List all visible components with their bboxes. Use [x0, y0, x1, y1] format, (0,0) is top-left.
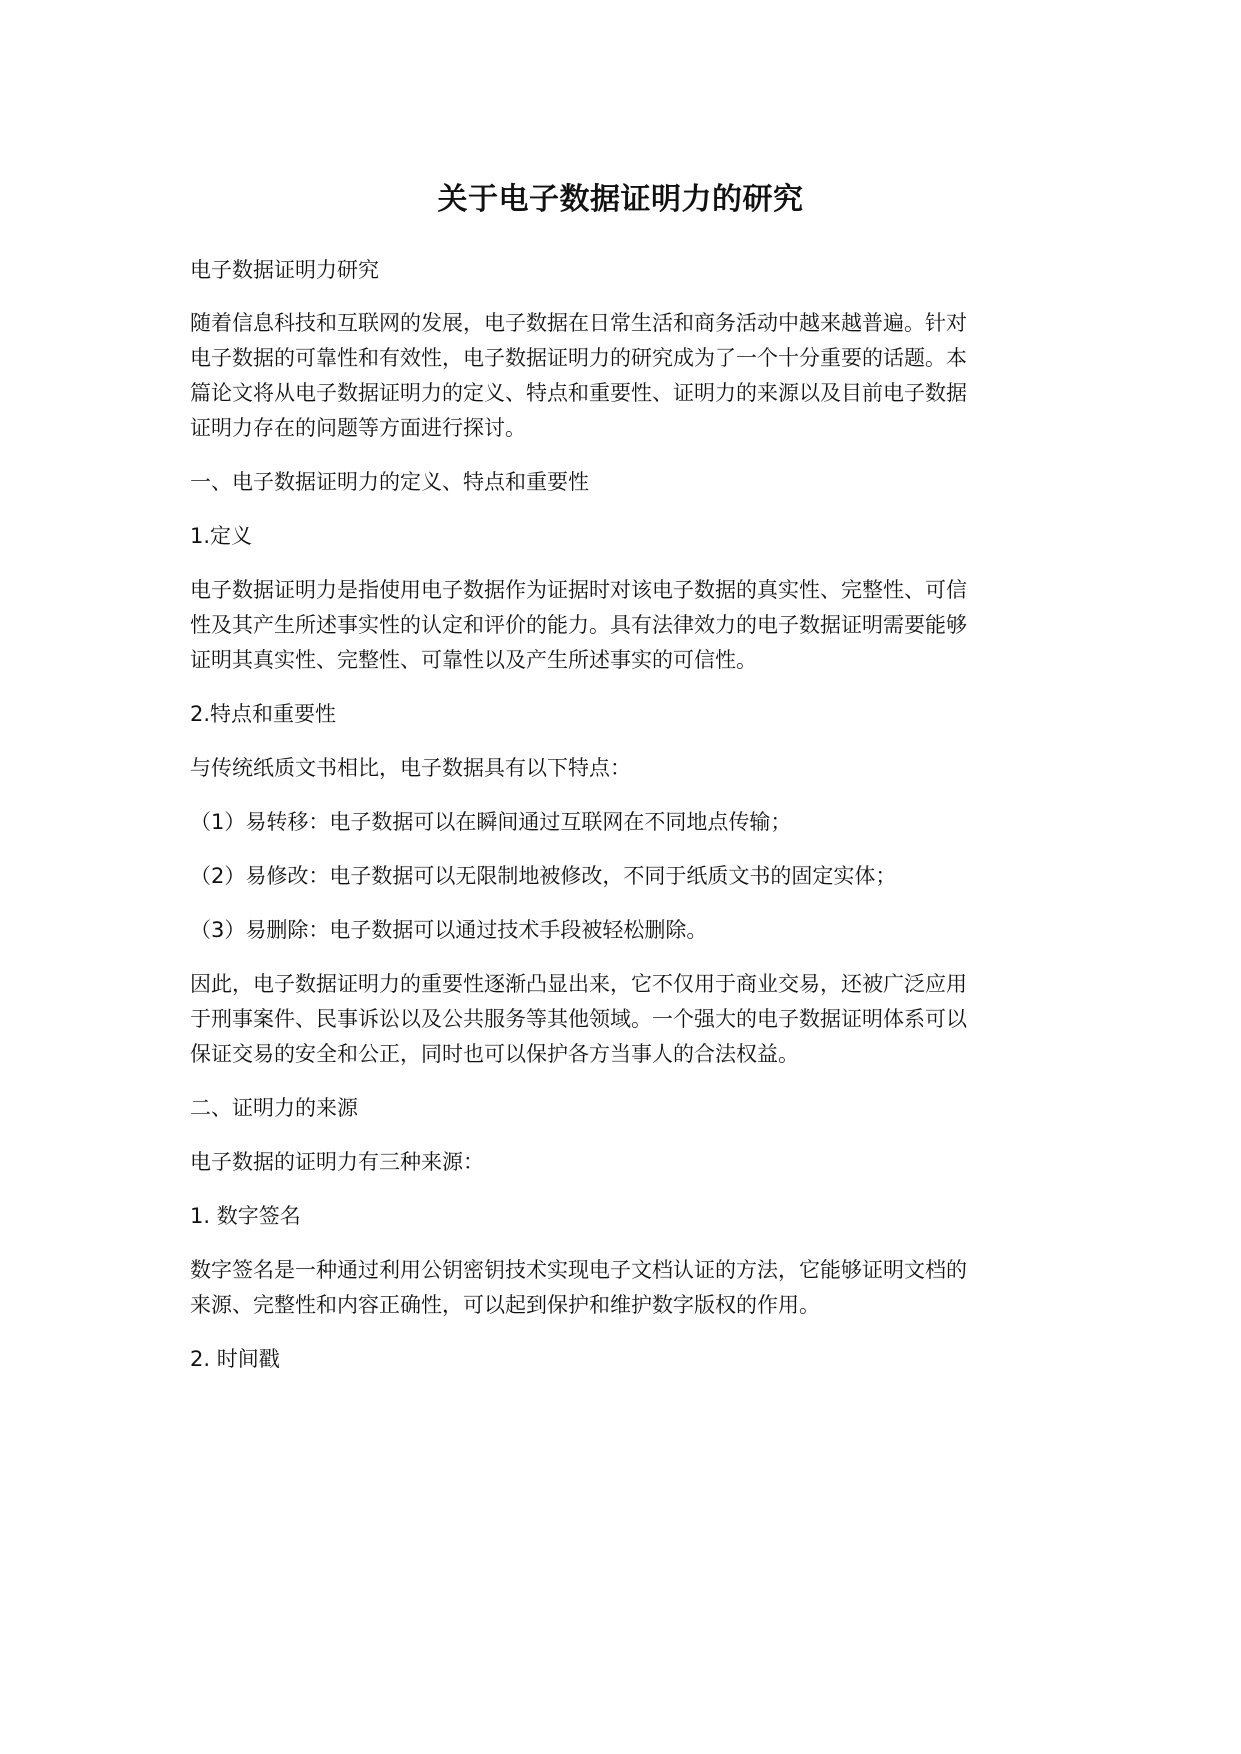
- definition-line-1: 电子数据证明力是指使用电子数据作为证据时对该电子数据的真实性、完整性、可信: [190, 578, 967, 602]
- feature-item: （3）易删除：电子数据可以通过技术手段被轻松删除。: [190, 918, 708, 942]
- definition-heading: 1.定义: [190, 524, 253, 548]
- feature-item: （2）易修改：电子数据可以无限制地被修改，不同于纸质文书的固定实体；: [190, 864, 897, 888]
- intro-line-2: 电子数据的可靠性和有效性，电子数据证明力的研究成为了一个十分重要的话题。本: [190, 346, 967, 370]
- page-title: 关于电子数据证明力的研究: [437, 182, 804, 217]
- importance-line-3: 保证交易的安全和公正，同时也可以保护各方当事人的合法权益。: [190, 1042, 799, 1066]
- digital-signature-line-1: 数字签名是一种通过利用公钥密钥技术实现电子文档认证的方法，它能够证明文档的: [190, 1258, 967, 1282]
- definition-line-2: 性及其产生所述事实性的认定和评价的能力。具有法律效力的电子数据证明需要能够: [190, 613, 967, 637]
- feature-item: （1）易转移：电子数据可以在瞬间通过互联网在不同地点传输；: [190, 810, 792, 834]
- sources-intro: 电子数据的证明力有三种来源：: [190, 1150, 484, 1174]
- definition-line-3: 证明其真实性、完整性、可靠性以及产生所述事实的可信性。: [190, 648, 757, 672]
- section-1-heading: 一、电子数据证明力的定义、特点和重要性: [190, 470, 589, 494]
- intro-line-1: 随着信息科技和互联网的发展，电子数据在日常生活和商务活动中越来越普遍。针对: [190, 311, 967, 335]
- digital-signature-line-2: 来源、完整性和内容正确性，可以起到保护和维护数字版权的作用。: [190, 1293, 820, 1317]
- intro-line-4: 证明力存在的问题等方面进行探讨。: [190, 416, 526, 440]
- subtitle: 电子数据证明力研究: [190, 258, 379, 282]
- features-intro: 与传统纸质文书相比，电子数据具有以下特点：: [190, 756, 631, 780]
- importance-line-2: 于刑事案件、民事诉讼以及公共服务等其他领域。一个强大的电子数据证明体系可以: [190, 1007, 967, 1031]
- intro-line-3: 篇论文将从电子数据证明力的定义、特点和重要性、证明力的来源以及目前电子数据: [190, 381, 967, 405]
- features-heading: 2.特点和重要性: [190, 702, 337, 726]
- section-2-heading: 二、证明力的来源: [190, 1096, 358, 1120]
- timestamp-heading: 2. 时间戳: [190, 1347, 280, 1371]
- digital-signature-heading: 1. 数字签名: [190, 1204, 301, 1228]
- importance-line-1: 因此，电子数据证明力的重要性逐渐凸显出来，它不仅用于商业交易，还被广泛应用: [190, 972, 967, 996]
